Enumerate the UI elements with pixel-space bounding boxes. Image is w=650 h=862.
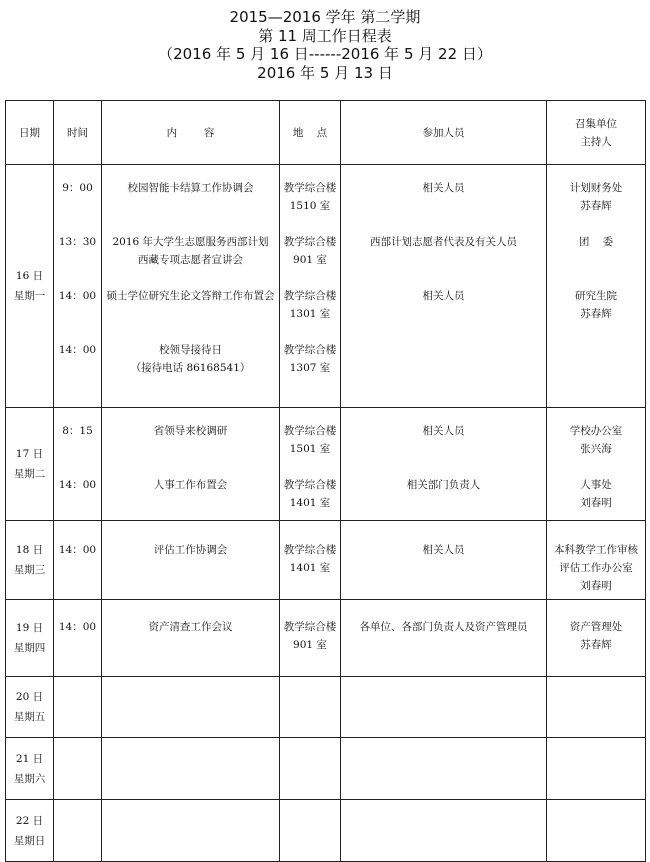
content-line: 省领导来校调研 xyxy=(153,425,228,437)
content-cell xyxy=(102,677,280,738)
content-line: 校领导接待日 xyxy=(159,344,222,356)
content-cell xyxy=(102,800,280,862)
spacer xyxy=(280,269,340,287)
spacer xyxy=(54,215,101,233)
organizer-line xyxy=(547,251,645,269)
time-entry xyxy=(54,458,101,476)
content-cell xyxy=(102,408,280,521)
content-cell xyxy=(102,600,280,677)
time-entry: 14：00 xyxy=(58,290,97,302)
organizer-line: 张兴海 xyxy=(580,443,612,455)
day-date: 21 日 xyxy=(15,752,44,765)
spacer xyxy=(102,323,279,341)
time-entry: 9：00 xyxy=(62,182,93,194)
organizer-line: 苏春辉 xyxy=(580,639,612,651)
spacer xyxy=(102,269,279,287)
day-weekday: 星期二 xyxy=(13,468,46,480)
spacer xyxy=(341,269,546,287)
participants-line: 相关人员 xyxy=(422,544,465,556)
organizer-line: 资产管理处 xyxy=(569,621,623,633)
academic-term: 2015—2016 学年 第二学期 xyxy=(229,8,421,26)
organizer-line: 本科教学工作审核 xyxy=(554,544,638,556)
day-weekday: 星期四 xyxy=(13,642,46,654)
col-header-date: 日期 xyxy=(6,101,54,165)
content-line: 评估工作协调会 xyxy=(153,544,228,556)
participants-line xyxy=(341,251,546,269)
day-weekday: 星期三 xyxy=(13,564,46,576)
date-cell xyxy=(6,521,54,600)
location-cell xyxy=(280,738,341,800)
location-line xyxy=(280,458,340,476)
time-cell xyxy=(54,600,102,677)
col-header-time: 时间 xyxy=(54,101,102,165)
location-line: 1401 室 xyxy=(289,497,331,509)
date-cell xyxy=(6,738,54,800)
day-date: 16 日 xyxy=(15,270,44,282)
schedule-table xyxy=(5,100,646,862)
organizer-line: 研究生院 xyxy=(575,290,617,302)
location-line: 教学综合楼 xyxy=(283,479,337,491)
participants-line: 相关人员 xyxy=(422,290,465,302)
location-line: 901 室 xyxy=(293,639,327,651)
location-line: 1301 室 xyxy=(289,308,331,320)
time-entry xyxy=(54,305,101,323)
issue-date: 2016 年 5 月 13 日 xyxy=(257,63,393,82)
content-line: 校园智能卡结算工作协调会 xyxy=(127,182,254,194)
location-cell xyxy=(280,165,341,408)
time-entry xyxy=(54,251,101,269)
location-cell xyxy=(280,408,341,521)
day-date: 19 日 xyxy=(15,622,44,634)
time-cell xyxy=(54,408,102,521)
content-cell xyxy=(102,738,280,800)
location-cell xyxy=(280,600,341,677)
content-line: 人事工作布置会 xyxy=(153,479,228,491)
time-cell xyxy=(54,677,102,738)
location-line: 教学综合楼 xyxy=(283,182,337,194)
participants-line: 相关人员 xyxy=(422,182,465,194)
content-cell xyxy=(102,165,280,408)
time-cell xyxy=(54,521,102,600)
content-cell xyxy=(102,521,280,600)
location-line: 教学综合楼 xyxy=(283,425,337,437)
organizer-line: 团 委 xyxy=(578,236,614,248)
organizer-line xyxy=(547,458,645,476)
date-cell xyxy=(6,165,54,408)
col-header-location: 地 点 xyxy=(280,101,341,165)
organizer-cell xyxy=(547,677,646,738)
date-cell xyxy=(6,677,54,738)
organizer-line: 刘春明 xyxy=(580,497,612,509)
organizer-cell xyxy=(547,738,646,800)
content-line xyxy=(102,197,279,215)
time-entry: 8：15 xyxy=(62,425,93,437)
col-header-content: 内 容 xyxy=(102,101,280,165)
organizer-line: 苏春辉 xyxy=(580,200,612,212)
day-date: 18 日 xyxy=(15,544,44,556)
table-header-row xyxy=(6,101,646,165)
time-entry xyxy=(54,359,101,377)
time-entry: 14：00 xyxy=(58,344,97,356)
organizer-line: 评估工作办公室 xyxy=(559,562,633,574)
participants-cell xyxy=(341,738,547,800)
table-row xyxy=(6,165,646,408)
participants-line: 各单位、各部门负责人及资产管理员 xyxy=(359,621,528,633)
participants-line: 西部计划志愿者代表及有关人员 xyxy=(370,236,517,248)
location-cell xyxy=(280,521,341,600)
time-cell xyxy=(54,738,102,800)
time-entry xyxy=(54,197,101,215)
table-row xyxy=(6,738,646,800)
organizer-cell xyxy=(547,521,646,600)
location-line: 教学综合楼 xyxy=(283,236,337,248)
date-cell xyxy=(6,600,54,677)
participants-cell xyxy=(341,800,547,862)
document-header xyxy=(0,8,650,82)
schedule-body xyxy=(6,165,646,862)
time-entry xyxy=(54,494,101,512)
table-row xyxy=(6,408,646,521)
location-line: 教学综合楼 xyxy=(283,344,337,356)
time-cell xyxy=(54,800,102,862)
time-entry: 14：00 xyxy=(58,544,97,556)
spacer xyxy=(54,323,101,341)
organizer-line: 学校办公室 xyxy=(569,425,623,437)
content-line xyxy=(102,305,279,323)
participants-cell xyxy=(341,600,547,677)
time-entry: 14：00 xyxy=(58,479,97,491)
location-line: 1510 室 xyxy=(289,200,331,212)
content-line xyxy=(102,440,279,458)
day-date: 20 日 xyxy=(15,691,44,703)
spacer xyxy=(280,323,340,341)
participants-line xyxy=(341,440,546,458)
location-line: 教学综合楼 xyxy=(283,290,337,302)
day-weekday: 星期一 xyxy=(13,290,46,302)
spacer xyxy=(547,215,645,233)
location-cell xyxy=(280,800,341,862)
col-header-participants: 参加人员 xyxy=(341,101,547,165)
day-weekday: 星期五 xyxy=(13,711,46,723)
location-line: 1307 室 xyxy=(289,362,331,374)
date-cell xyxy=(6,800,54,862)
table-row xyxy=(6,521,646,600)
content-line: （接待电话 86168541） xyxy=(130,362,251,374)
organizer-cell xyxy=(547,600,646,677)
day-weekday: 星期六 xyxy=(13,772,46,785)
date-cell xyxy=(6,408,54,521)
content-line: 西藏专项志愿者宣讲会 xyxy=(138,254,243,266)
day-date: 22 日 xyxy=(15,814,44,827)
location-line: 1401 室 xyxy=(289,562,331,574)
participants-line xyxy=(341,458,546,476)
table-row xyxy=(6,800,646,862)
time-entry: 14：00 xyxy=(58,621,97,633)
organizer-line: 人事处 xyxy=(580,479,612,491)
day-date: 17 日 xyxy=(15,448,44,460)
content-line: 资产清查工作会议 xyxy=(148,621,233,633)
organizer-header-line2: 主持人 xyxy=(580,135,612,148)
schedule-title: 第 11 周工作日程表 xyxy=(258,26,392,45)
organizer-cell xyxy=(547,800,646,862)
content-line: 硕士学位研究生论文答辩工作布置会 xyxy=(106,290,275,302)
table-row xyxy=(6,600,646,677)
organizer-cell xyxy=(547,408,646,521)
day-weekday: 星期日 xyxy=(13,834,46,847)
spacer xyxy=(102,215,279,233)
time-entry xyxy=(54,440,101,458)
content-line xyxy=(102,494,279,512)
date-range: （2016 年 5 月 16 日------2016 年 5 月 22 日） xyxy=(158,45,492,63)
participants-cell xyxy=(341,521,547,600)
location-line: 1501 室 xyxy=(289,443,331,455)
organizer-line: 刘春明 xyxy=(580,580,612,592)
participants-cell xyxy=(341,165,547,408)
table-row xyxy=(6,677,646,738)
spacer xyxy=(54,269,101,287)
location-line: 教学综合楼 xyxy=(283,621,337,633)
col-header-organizer xyxy=(547,101,646,165)
participants-line xyxy=(341,197,546,215)
spacer xyxy=(547,269,645,287)
location-cell xyxy=(280,677,341,738)
location-line: 教学综合楼 xyxy=(283,544,337,556)
organizer-header-line1: 召集单位 xyxy=(575,117,617,130)
spacer xyxy=(341,215,546,233)
content-line: 2016 年大学生志愿服务西部计划 xyxy=(112,236,269,248)
spacer xyxy=(280,215,340,233)
location-line: 901 室 xyxy=(293,254,327,266)
participants-cell xyxy=(341,677,547,738)
time-entry: 13：30 xyxy=(58,236,97,248)
organizer-line: 苏春辉 xyxy=(580,308,612,320)
organizer-cell xyxy=(547,165,646,408)
participants-cell xyxy=(341,408,547,521)
participants-line: 相关部门负责人 xyxy=(406,479,481,491)
participants-line: 相关人员 xyxy=(422,425,465,437)
organizer-line: 计划财务处 xyxy=(569,182,623,194)
time-cell xyxy=(54,165,102,408)
content-line xyxy=(102,458,279,476)
